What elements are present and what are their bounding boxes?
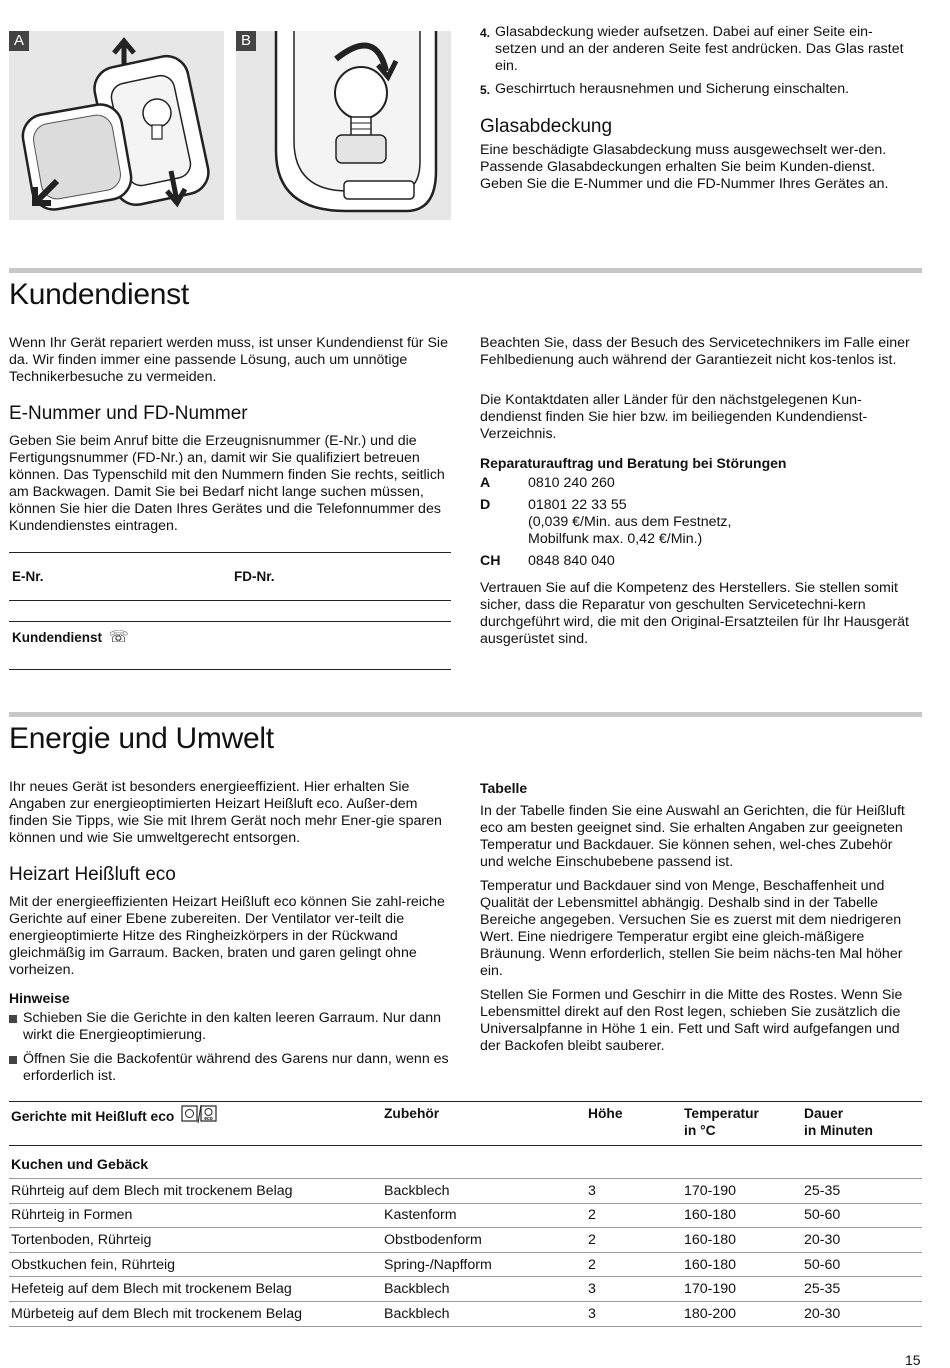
enr-field-label: E-Nr.	[12, 569, 44, 584]
cell-accessory: Kastenform	[382, 1203, 586, 1228]
phone-number: 0810 240 260	[528, 475, 615, 491]
hint-text: Öffnen Sie die Backofentür während des Garens nur dann, wenn es erforderlich ist.	[23, 1051, 449, 1084]
form-line	[9, 552, 451, 553]
cell-temperature: 160-180	[682, 1203, 802, 1228]
bullet-icon	[9, 1056, 17, 1064]
table-row	[9, 1179, 922, 1204]
cell-level: 3	[586, 1301, 682, 1326]
steps-list	[480, 24, 910, 105]
table-row	[9, 1252, 922, 1277]
trust-text: Vertrauen Sie auf die Kompetenz des Herstellers. Sie stellen somit sicher, dass die Reparatur von geschulten Servicetechni-kern durchgeführt wird, die mit den Original-Ersatzteilen für Ihr Hausgerät ausgerüstet sind.	[480, 580, 909, 647]
cell-level: 2	[586, 1228, 682, 1253]
eco-text: Mit der energieeffizienten Heizart Heißluft eco können Sie zahl-reiche Gerichte auf einer Ebene zubereiten. Der Ventilator ver-teilt die energieoptimierte Hitze des Ringheizkörpers in der Rückwand gleichmäßig im Garraum. Backen, braten und garen gelingt ohne vorheizen.	[9, 894, 445, 978]
hints-heading: Hinweise	[9, 990, 70, 1006]
header-level: Höhe	[586, 1102, 682, 1146]
header-dish	[9, 1102, 382, 1146]
service-intro: Wenn Ihr Gerät repariert werden muss, ist unser Kundendienst für Sie da. Wir finden immer eine passende Lösung, auch um unnötige Technikerbesuche zu vermeiden.	[9, 335, 448, 385]
figure-label: B	[236, 31, 256, 51]
country-code: A	[480, 475, 491, 491]
phone-number: 01801 22 33 55	[528, 497, 627, 513]
cell-accessory: Obstbodenform	[382, 1228, 586, 1253]
header-temperature-line2: in °C	[684, 1123, 716, 1138]
service-contact-note: Die Kontaktdaten aller Länder für den nächstgelegenen Kun-dendienst finden Sie hier bzw. im beiliegenden Kundendienst-Verzeichnis.	[480, 392, 868, 442]
header-temperature-line1: Temperatur	[684, 1106, 759, 1121]
hint-text: Schieben Sie die Gerichte in den kalten leeren Garraum. Nur dann wirkt die Energieoptimierung.	[23, 1010, 441, 1043]
table-group-row	[9, 1146, 922, 1179]
step-number: 4.	[480, 26, 491, 40]
step-item	[480, 81, 910, 99]
step-item	[480, 24, 910, 75]
table-row	[9, 1203, 922, 1228]
figure-b	[236, 31, 451, 220]
service-field-text: Kundendienst	[12, 630, 102, 645]
repair-heading: Reparaturauftrag und Beratung bei Störungen	[480, 455, 787, 471]
cell-accessory: Backblech	[382, 1277, 586, 1302]
eco-heading: Heizart Heißluft eco	[9, 864, 176, 885]
table-row	[9, 1301, 922, 1326]
table-row	[9, 1277, 922, 1302]
cell-level: 2	[586, 1252, 682, 1277]
form-line	[9, 600, 451, 601]
table-text-1: In der Tabelle finden Sie eine Auswahl an Gerichten, die für Heißluft eco am besten geeignet sind. Sie erhalten Angaben zur geeigneten Temperatur und Backdauer. Sie können sehen, wel-ches Zubehör und welche Einschubebene passend ist.	[480, 803, 905, 870]
telephone-icon: ☏	[108, 629, 129, 646]
lamp-cover-removal-illustration	[9, 31, 224, 220]
cell-dish: Rührteig in Formen	[9, 1203, 382, 1228]
cell-temperature: 160-180	[682, 1228, 802, 1253]
figure-label: A	[9, 31, 29, 51]
header-duration-line1: Dauer	[804, 1106, 844, 1121]
phone-number: 0848 840 040	[528, 553, 615, 569]
form-line	[9, 669, 451, 670]
energy-title: Energie und Umwelt	[9, 722, 274, 755]
step-number: 5.	[480, 83, 491, 97]
section-divider	[9, 268, 922, 273]
service-visit-note: Beachten Sie, dass der Besuch des Servicetechnikers im Falle einer Fehlbedienung auch während der Garantiezeit nicht kos-tenlos ist.	[480, 335, 910, 368]
fdnr-field-label: FD-Nr.	[234, 569, 275, 584]
eco-icon-label: eco	[204, 1116, 213, 1122]
cell-accessory: Backblech	[382, 1179, 586, 1204]
table-text-3: Stellen Sie Formen und Geschirr in die Mitte des Rostes. Wenn Sie Lebensmittel direkt auf den Rost legen, schieben Sie zusätzlich die Universalpfanne in Höhe 1 ein. Fett und Saft wird aufgefangen und der Backofen bleibt sauberer.	[480, 987, 903, 1054]
table-row	[9, 1228, 922, 1253]
header-accessory: Zubehör	[382, 1102, 586, 1146]
cell-duration: 20-30	[802, 1301, 922, 1326]
service-title: Kundendienst	[9, 278, 189, 311]
bullet-icon	[9, 1015, 17, 1023]
table-heading: Tabelle	[480, 780, 528, 796]
glass-cover-heading: Glasabdeckung	[480, 116, 613, 137]
header-duration-line2: in Minuten	[804, 1123, 873, 1138]
header-dish-label: Gerichte mit Heißluft eco	[11, 1109, 175, 1124]
cell-dish: Obstkuchen fein, Rührteig	[9, 1252, 382, 1277]
enr-heading: E-Nummer und FD-Nummer	[9, 403, 248, 424]
cell-dish: Tortenboden, Rührteig	[9, 1228, 382, 1253]
service-field-label	[12, 627, 129, 647]
eco-cooking-table	[9, 1101, 922, 1327]
header-temperature	[682, 1102, 802, 1146]
cell-duration: 25-35	[802, 1277, 922, 1302]
hint-item	[9, 1051, 449, 1085]
header-duration	[802, 1102, 922, 1146]
cell-accessory: Backblech	[382, 1301, 586, 1326]
contact-row-d	[480, 497, 910, 549]
cell-dish: Hefeteig auf dem Blech mit trockenem Belag	[9, 1277, 382, 1302]
section-divider	[9, 712, 922, 717]
energy-intro: Ihr neues Gerät ist besonders energieeffizient. Hier erhalten Sie Angaben zur energieoptimierten Heizart Heißluft eco. Außer-dem finden Sie Tipps, wie Sie mit Ihrem Gerät noch mehr Ener-gie sparen können und wie Sie umweltgerecht entsorgen.	[9, 779, 442, 846]
country-code: D	[480, 497, 491, 513]
table-text-2: Temperatur und Backdauer sind von Menge, Beschaffenheit und Qualität der Lebensmittel abhängig. Deshalb sind in der Tabelle Bereiche angegeben. Versuchen Sie es zuerst mit dem niedrigeren Wert. Eine niedrigere Temperatur ergibt eine gleich-mäßigere Bräunung. Wenn erforderlich, stellen Sie beim nächs-ten Mal höher ein.	[480, 878, 903, 979]
cell-temperature: 180-200	[682, 1301, 802, 1326]
cell-level: 3	[586, 1179, 682, 1204]
page-number: 15	[905, 1352, 921, 1368]
step-text: Geschirrtuch herausnehmen und Sicherung einschalten.	[495, 81, 850, 97]
phone-rate-note: Mobilfunk max. 0,42 €/Min.)	[528, 531, 703, 547]
step-text: Glasabdeckung wieder aufsetzen. Dabei auf einer Seite ein-setzen und an der anderen Seite fest andrücken. Das Glas rastet ein.	[495, 24, 904, 74]
cell-duration: 20-30	[802, 1228, 922, 1253]
cell-duration: 50-60	[802, 1252, 922, 1277]
figure-a	[9, 31, 224, 220]
cell-dish: Mürbeteig auf dem Blech mit trockenem Belag	[9, 1301, 382, 1326]
eco-hot-air-icon	[181, 1105, 217, 1125]
cell-dish: Rührteig auf dem Blech mit trockenem Belag	[9, 1179, 382, 1204]
cell-level: 2	[586, 1203, 682, 1228]
form-line	[9, 621, 451, 622]
cell-duration: 25-35	[802, 1179, 922, 1204]
enr-text: Geben Sie beim Anruf bitte die Erzeugnisnummer (E-Nr.) und die Fertigungsnummer (FD-Nr.) an, damit wir Sie qualifiziert betreuen können. Das Typenschild mit den Nummern finden Sie rechts, seitlich am Backwagen. Damit Sie bei Bedarf nicht lange suchen müssen, können Sie hier die Daten Ihres Gerätes und die Telefonnummer des Kundendienstes eintragen.	[9, 433, 445, 534]
country-code: CH	[480, 553, 501, 569]
cell-duration: 50-60	[802, 1203, 922, 1228]
cell-level: 3	[586, 1277, 682, 1302]
cell-temperature: 170-190	[682, 1277, 802, 1302]
phone-rate-note: (0,039 €/Min. aus dem Festnetz,	[528, 514, 732, 530]
cell-accessory: Spring-/Napfform	[382, 1252, 586, 1277]
hint-item	[9, 1010, 449, 1044]
glass-cover-text: Eine beschädigte Glasabdeckung muss ausgewechselt wer-den. Passende Glasabdeckungen erhalten Sie beim Kunden-dienst. Geben Sie die E-Nummer und die FD-Nummer Ihres Gerätes an.	[480, 142, 889, 192]
bulb-replacement-illustration	[236, 31, 451, 220]
group-label: Kuchen und Gebäck	[9, 1146, 922, 1179]
contact-row-a	[480, 475, 910, 493]
table-header-row	[9, 1102, 922, 1146]
cell-temperature: 170-190	[682, 1179, 802, 1204]
cell-temperature: 160-180	[682, 1252, 802, 1277]
contact-row-ch	[480, 553, 910, 571]
